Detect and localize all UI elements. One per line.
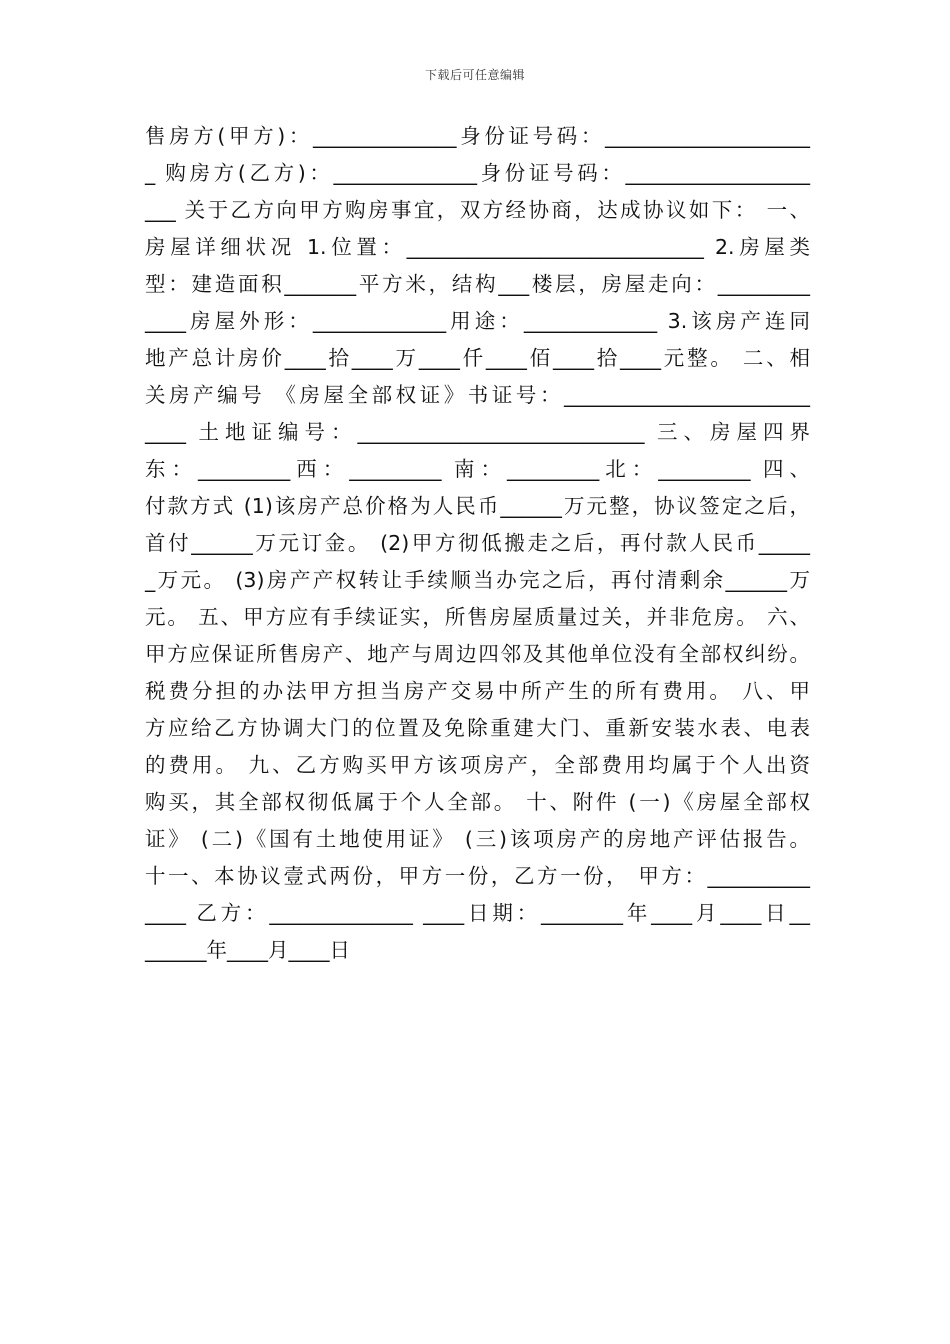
page-header-note: 下载后可任意编辑 [424, 68, 525, 82]
contract-line: 地产总计房价____拾____万____仟____佰____拾____元整。 二、相 [145, 346, 810, 370]
contract-line: 关房产编号 《房屋全部权证》书证号：________________________ [145, 383, 810, 407]
contract-line: ____ 乙方：______________ ____日期：________年____月____日__ [145, 901, 810, 925]
contract-line: 首付______万元订金。 (2)甲方彻低搬走之后，再付款人民币_____ [145, 531, 810, 555]
contract-line: 元。 五、甲方应有手续证实，所售房屋质量过关，并非危房。 六、 [145, 605, 810, 629]
contract-line: _万元。 (3)房产产权转让手续顺当办完之后，再付清剩余______万 [145, 568, 810, 592]
contract-line: 甲方应保证所售房产、地产与周边四邻及其他单位没有全部权纠纷。 [145, 642, 810, 666]
contract-line: 证》 (二)《国有土地使用证》 (三)该项房产的房地产评估报告。 [145, 827, 810, 851]
contract-line: 付款方式 (1)该房产总价格为人民币______万元整，协议签定之后， [145, 494, 810, 518]
contract-line: 售房方(甲方)：______________身份证号码：____________________ [145, 124, 810, 148]
contract-line: _ 购房方(乙方)：______________身份证号码：__________________ [145, 161, 810, 185]
contract-line: 购买，其全部权彻低属于个人全部。 十、附件 (一)《房屋全部权 [145, 790, 810, 814]
contract-line: 的费用。 九、乙方购买甲方该项房产，全部费用均属于个人出资 [145, 753, 810, 777]
contract-line: ___ 关于乙方向甲方购房事宜，双方经协商，达成协议如下： 一、 [145, 198, 810, 222]
contract-line: 方应给乙方协调大门的位置及免除重建大门、重新安装水表、电表 [145, 716, 810, 740]
contract-line: ______年____月____日 [145, 938, 350, 962]
contract-line: ____房屋外形：_____________用途：_____________ 3.该房产连同 [145, 309, 810, 333]
contract-line: 十一、本协议壹式两份，甲方一份，乙方一份， 甲方：__________ [145, 864, 810, 888]
contract-line: 东：_________西：_________ 南：_________北：_________ 四、 [145, 457, 810, 481]
contract-line: 房屋详细状况 1.位置：_____________________________ 2.房屋类 [145, 235, 810, 259]
contract-body [145, 118, 810, 969]
contract-line: 型：建造面积_______平方米，结构___楼层，房屋走向：_________ [145, 272, 810, 296]
contract-line: ____ 土地证编号：____________________________ 三、房屋四界 [145, 420, 810, 444]
contract-line: 税费分担的办法甲方担当房产交易中所产生的所有费用。 八、甲 [145, 679, 810, 703]
